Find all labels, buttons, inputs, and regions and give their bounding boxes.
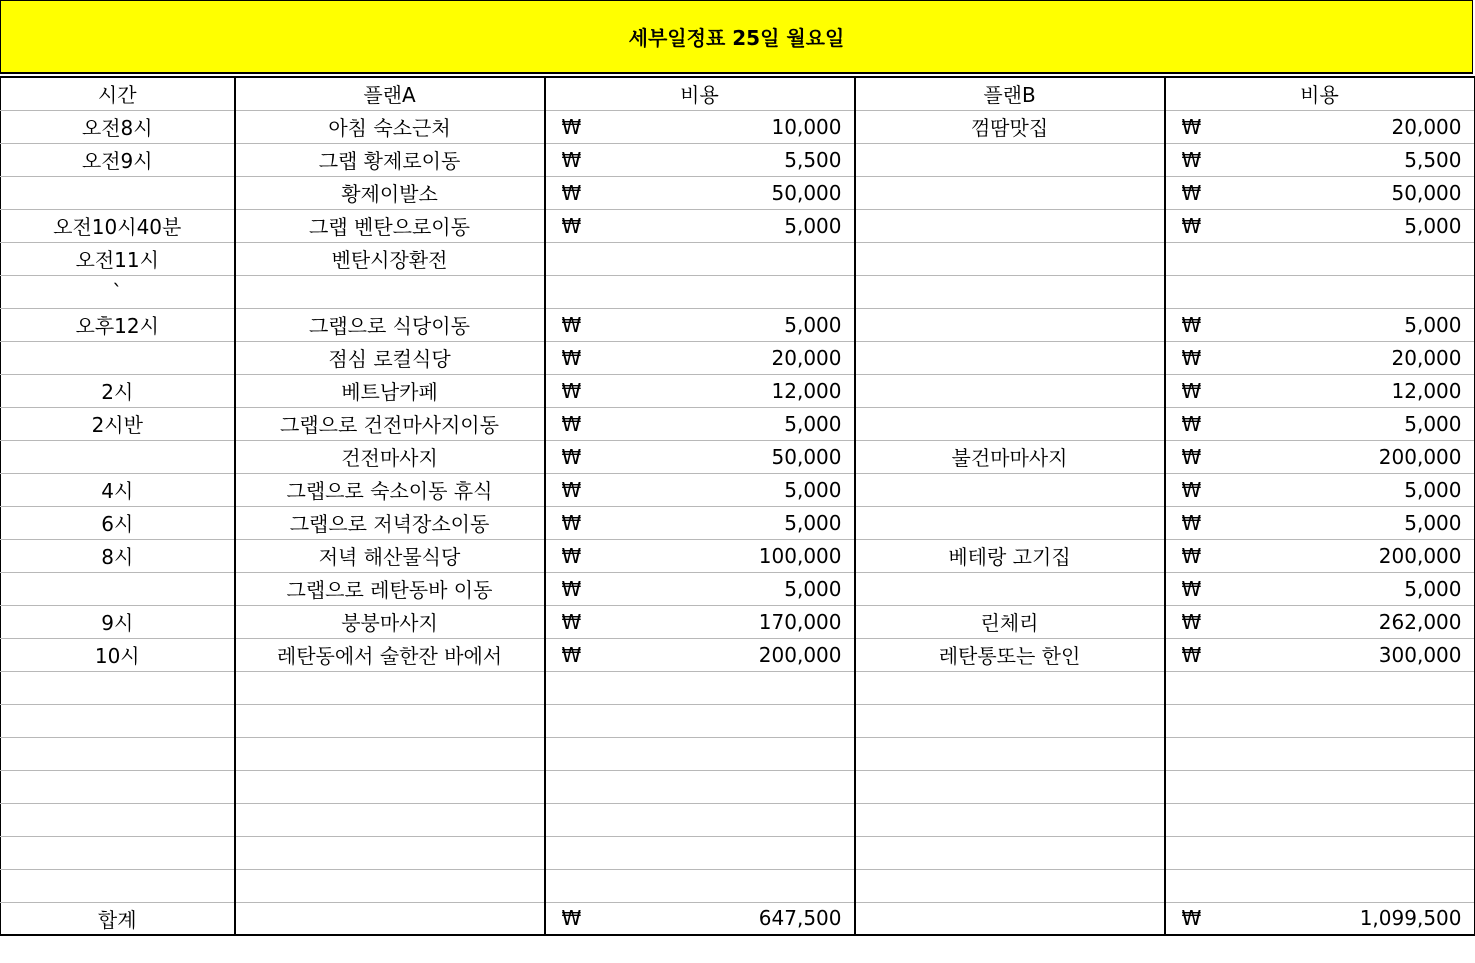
won-symbol: ₩ <box>561 444 582 469</box>
won-symbol: ₩ <box>1181 444 1202 469</box>
cost-b-cell[interactable] <box>1165 671 1475 704</box>
won-symbol: ₩ <box>1181 147 1202 172</box>
cost-amount: 5,000 <box>1404 411 1462 436</box>
time-cell[interactable] <box>1 176 235 209</box>
time-cell[interactable]: 8시 <box>1 539 235 572</box>
cost-a-cell[interactable] <box>545 242 855 275</box>
plan-b-cell[interactable] <box>855 308 1165 341</box>
won-symbol: ₩ <box>561 642 582 667</box>
cost-b-cell[interactable] <box>1165 176 1475 209</box>
cost-amount: 170,000 <box>758 609 842 634</box>
cost-b-cell[interactable] <box>1165 737 1475 770</box>
cost-a-cell[interactable] <box>545 407 855 440</box>
won-symbol: ₩ <box>561 213 582 238</box>
cost-amount: 20,000 <box>771 345 842 370</box>
won-symbol: ₩ <box>561 543 582 568</box>
header-time[interactable]: 시간 <box>1 77 235 110</box>
won-symbol: ₩ <box>1181 510 1202 535</box>
plan-b-cell[interactable] <box>855 275 1165 308</box>
plan-a-cell[interactable]: 레탄동에서 술한잔 바에서 <box>235 638 545 671</box>
plan-b-cell[interactable] <box>855 836 1165 869</box>
header-cost-b[interactable]: 비용 <box>1165 77 1475 110</box>
cost-b-cell[interactable] <box>1165 275 1475 308</box>
plan-a-cell[interactable]: 벤탄시장환전 <box>235 242 545 275</box>
plan-b-cell[interactable] <box>855 407 1165 440</box>
won-symbol: ₩ <box>561 411 582 436</box>
won-symbol: ₩ <box>1181 609 1202 634</box>
cost-b-cell[interactable] <box>1165 770 1475 803</box>
won-symbol: ₩ <box>1181 378 1202 403</box>
won-symbol: ₩ <box>1181 345 1202 370</box>
table-row <box>1 143 1475 176</box>
table-row <box>1 803 1475 836</box>
table-row <box>1 671 1475 704</box>
table-row <box>1 770 1475 803</box>
table-row <box>1 605 1475 638</box>
plan-a-cell[interactable]: 베트남카페 <box>235 374 545 407</box>
plan-a-cell[interactable]: 그랩으로 숙소이동 휴식 <box>235 473 545 506</box>
cost-a-cell[interactable] <box>545 506 855 539</box>
cost-a-cell[interactable] <box>545 341 855 374</box>
cost-amount: 5,000 <box>1404 312 1462 337</box>
cost-a-cell[interactable] <box>545 440 855 473</box>
plan-b-cell[interactable] <box>855 209 1165 242</box>
plan-b-cell[interactable] <box>855 572 1165 605</box>
plan-b-cell[interactable]: 불건마마사지 <box>855 440 1165 473</box>
time-cell[interactable]: 오전8시 <box>1 110 235 143</box>
won-symbol: ₩ <box>561 576 582 601</box>
plan-b-cell[interactable]: 레탄통또는 한인 <box>855 638 1165 671</box>
cost-amount: 20,000 <box>1391 345 1462 370</box>
cost-b-cell[interactable] <box>1165 803 1475 836</box>
cost-a-cell[interactable] <box>545 143 855 176</box>
plan-a-cell[interactable] <box>235 704 545 737</box>
table-row <box>1 176 1475 209</box>
cost-amount: 12,000 <box>1391 378 1462 403</box>
cost-a-cell[interactable] <box>545 737 855 770</box>
won-symbol: ₩ <box>561 906 582 931</box>
cost-b-cell[interactable] <box>1165 209 1475 242</box>
plan-a-cell[interactable]: 그랩으로 레탄동바 이동 <box>235 572 545 605</box>
won-symbol: ₩ <box>1181 180 1202 205</box>
table-row <box>1 374 1475 407</box>
cost-a-cell[interactable] <box>545 605 855 638</box>
time-cell[interactable]: 9시 <box>1 605 235 638</box>
table-row <box>1 407 1475 440</box>
plan-a-cell[interactable]: 황제이발소 <box>235 176 545 209</box>
cost-amount: 5,000 <box>784 411 842 436</box>
cost-b-cell[interactable] <box>1165 143 1475 176</box>
plan-a-cell[interactable]: 건전마사지 <box>235 440 545 473</box>
won-symbol: ₩ <box>561 510 582 535</box>
table-row <box>1 275 1475 308</box>
won-symbol: ₩ <box>1181 411 1202 436</box>
table-row <box>1 539 1475 572</box>
plan-b-cell[interactable] <box>855 506 1165 539</box>
cost-b-cell[interactable] <box>1165 341 1475 374</box>
time-cell[interactable] <box>1 770 235 803</box>
plan-a-cell[interactable]: 그랩으로 식당이동 <box>235 308 545 341</box>
header-plan-b[interactable]: 플랜B <box>855 77 1165 110</box>
cost-a-cell[interactable] <box>545 275 855 308</box>
cost-amount: 1,099,500 <box>1359 906 1462 931</box>
cost-amount: 100,000 <box>758 543 842 568</box>
cost-b-cell[interactable] <box>1165 110 1475 143</box>
plan-b-cell[interactable] <box>855 803 1165 836</box>
cost-a-cell[interactable] <box>545 110 855 143</box>
plan-a-cell[interactable]: 그랩으로 저녁장소이동 <box>235 506 545 539</box>
plan-b-cell[interactable]: 베테랑 고기집 <box>855 539 1165 572</box>
cost-amount: 5,000 <box>784 213 842 238</box>
cost-amount: 50,000 <box>771 444 842 469</box>
cost-a-cell[interactable] <box>545 539 855 572</box>
time-cell[interactable] <box>1 803 235 836</box>
cost-amount: 5,000 <box>784 312 842 337</box>
table-row <box>1 308 1475 341</box>
table-row <box>1 473 1475 506</box>
plan-b-cell[interactable] <box>855 671 1165 704</box>
cost-amount: 5,500 <box>1404 147 1462 172</box>
won-symbol: ₩ <box>1181 543 1202 568</box>
plan-b-cell[interactable] <box>855 737 1165 770</box>
cost-b-cell[interactable] <box>1165 473 1475 506</box>
table-row <box>1 638 1475 671</box>
plan-a-cell[interactable] <box>235 869 545 902</box>
time-cell[interactable] <box>1 836 235 869</box>
won-symbol: ₩ <box>1181 312 1202 337</box>
plan-a-cell[interactable]: 그랩 황제로이동 <box>235 143 545 176</box>
table-row <box>1 737 1475 770</box>
cost-amount: 5,000 <box>784 510 842 535</box>
plan-a-cell[interactable] <box>235 803 545 836</box>
time-cell[interactable] <box>1 572 235 605</box>
cost-amount: 200,000 <box>1378 543 1462 568</box>
plan-b-cell[interactable] <box>855 176 1165 209</box>
cost-a-cell[interactable] <box>545 209 855 242</box>
won-symbol: ₩ <box>1181 213 1202 238</box>
cost-b-cell[interactable] <box>1165 539 1475 572</box>
table-row <box>1 110 1475 143</box>
won-symbol: ₩ <box>1181 114 1202 139</box>
plan-b-cell[interactable] <box>855 869 1165 902</box>
won-symbol: ₩ <box>561 114 582 139</box>
schedule-table <box>0 76 1475 936</box>
won-symbol: ₩ <box>561 345 582 370</box>
time-cell[interactable] <box>1 341 235 374</box>
won-symbol: ₩ <box>1181 477 1202 502</box>
plan-a-cell[interactable]: 붕붕마사지 <box>235 605 545 638</box>
time-cell[interactable]: 4시 <box>1 473 235 506</box>
won-symbol: ₩ <box>561 312 582 337</box>
cost-amount: 5,000 <box>1404 213 1462 238</box>
cost-amount: 5,000 <box>784 477 842 502</box>
time-cell[interactable]: 오후12시 <box>1 308 235 341</box>
total-cost-a[interactable] <box>545 902 855 935</box>
header-cost-a[interactable]: 비용 <box>545 77 855 110</box>
total-cost-b[interactable] <box>1165 902 1475 935</box>
won-symbol: ₩ <box>1181 576 1202 601</box>
cost-amount: 50,000 <box>771 180 842 205</box>
cost-amount: 12,000 <box>771 378 842 403</box>
header-row <box>1 77 1475 110</box>
table-row <box>1 341 1475 374</box>
time-cell[interactable]: 2시 <box>1 374 235 407</box>
cost-b-cell[interactable] <box>1165 869 1475 902</box>
table-row <box>1 242 1475 275</box>
time-cell[interactable] <box>1 704 235 737</box>
cost-b-cell[interactable] <box>1165 704 1475 737</box>
plan-b-cell[interactable] <box>855 770 1165 803</box>
won-symbol: ₩ <box>561 147 582 172</box>
table-row <box>1 572 1475 605</box>
time-cell[interactable] <box>1 671 235 704</box>
won-symbol: ₩ <box>1181 642 1202 667</box>
cost-a-cell[interactable] <box>545 770 855 803</box>
cost-amount: 10,000 <box>771 114 842 139</box>
plan-b-cell[interactable] <box>855 341 1165 374</box>
plan-a-cell[interactable] <box>235 737 545 770</box>
cost-amount: 50,000 <box>1391 180 1462 205</box>
time-cell[interactable]: 오전10시40분 <box>1 209 235 242</box>
plan-a-cell[interactable] <box>235 770 545 803</box>
table-row <box>1 506 1475 539</box>
cost-amount: 5,500 <box>784 147 842 172</box>
cost-amount: 262,000 <box>1378 609 1462 634</box>
won-symbol: ₩ <box>561 378 582 403</box>
total-plan-a-cell[interactable] <box>235 902 545 935</box>
plan-a-cell[interactable]: 점심 로컬식당 <box>235 341 545 374</box>
time-cell[interactable]: ` <box>1 275 235 308</box>
cost-amount: 20,000 <box>1391 114 1462 139</box>
won-symbol: ₩ <box>1181 906 1202 931</box>
plan-a-cell[interactable] <box>235 671 545 704</box>
total-label[interactable]: 합계 <box>1 902 235 935</box>
cost-amount: 5,000 <box>1404 576 1462 601</box>
plan-b-cell[interactable] <box>855 704 1165 737</box>
plan-b-cell[interactable] <box>855 143 1165 176</box>
time-cell[interactable]: 오전9시 <box>1 143 235 176</box>
cost-b-cell[interactable] <box>1165 407 1475 440</box>
plan-a-cell[interactable]: 저녁 해산물식당 <box>235 539 545 572</box>
cost-b-cell[interactable] <box>1165 638 1475 671</box>
cost-b-cell[interactable] <box>1165 506 1475 539</box>
plan-b-cell[interactable] <box>855 374 1165 407</box>
cost-a-cell[interactable] <box>545 704 855 737</box>
cost-a-cell[interactable] <box>545 803 855 836</box>
cost-b-cell[interactable] <box>1165 374 1475 407</box>
time-cell[interactable]: 2시반 <box>1 407 235 440</box>
cost-a-cell[interactable] <box>545 572 855 605</box>
cost-a-cell[interactable] <box>545 473 855 506</box>
cost-a-cell[interactable] <box>545 374 855 407</box>
time-cell[interactable] <box>1 737 235 770</box>
cost-b-cell[interactable] <box>1165 572 1475 605</box>
cost-a-cell[interactable] <box>545 308 855 341</box>
plan-a-cell[interactable]: 아침 숙소근처 <box>235 110 545 143</box>
table-row <box>1 209 1475 242</box>
time-cell[interactable]: 오전11시 <box>1 242 235 275</box>
table-row <box>1 869 1475 902</box>
won-symbol: ₩ <box>561 477 582 502</box>
sheet-title[interactable]: 세부일정표 25일 월요일 <box>0 0 1473 74</box>
cost-b-cell[interactable] <box>1165 605 1475 638</box>
cost-a-cell[interactable] <box>545 836 855 869</box>
plan-a-cell[interactable]: 그랩 벤탄으로이동 <box>235 209 545 242</box>
time-cell[interactable]: 10시 <box>1 638 235 671</box>
plan-a-cell[interactable] <box>235 836 545 869</box>
cost-amount: 200,000 <box>1378 444 1462 469</box>
table-row <box>1 704 1475 737</box>
table-row <box>1 440 1475 473</box>
cost-b-cell[interactable] <box>1165 836 1475 869</box>
plan-b-cell[interactable] <box>855 242 1165 275</box>
cost-b-cell[interactable] <box>1165 308 1475 341</box>
won-symbol: ₩ <box>561 180 582 205</box>
plan-b-cell[interactable]: 린체리 <box>855 605 1165 638</box>
table-row <box>1 836 1475 869</box>
cost-a-cell[interactable] <box>545 869 855 902</box>
cost-amount: 5,000 <box>1404 477 1462 502</box>
plan-a-cell[interactable]: 그랩으로 건전마사지이동 <box>235 407 545 440</box>
time-cell[interactable] <box>1 869 235 902</box>
won-symbol: ₩ <box>561 609 582 634</box>
total-plan-b-cell[interactable] <box>855 902 1165 935</box>
header-plan-a[interactable]: 플랜A <box>235 77 545 110</box>
cost-amount: 5,000 <box>784 576 842 601</box>
cost-a-cell[interactable] <box>545 671 855 704</box>
cost-amount: 200,000 <box>758 642 842 667</box>
cost-amount: 300,000 <box>1378 642 1462 667</box>
cost-amount: 647,500 <box>758 906 842 931</box>
cost-b-cell[interactable] <box>1165 242 1475 275</box>
plan-b-cell[interactable] <box>855 473 1165 506</box>
time-cell[interactable]: 6시 <box>1 506 235 539</box>
plan-b-cell[interactable]: 껌땀맛집 <box>855 110 1165 143</box>
total-row <box>1 902 1475 935</box>
cost-a-cell[interactable] <box>545 638 855 671</box>
cost-a-cell[interactable] <box>545 176 855 209</box>
plan-a-cell[interactable] <box>235 275 545 308</box>
cost-b-cell[interactable] <box>1165 440 1475 473</box>
cost-amount: 5,000 <box>1404 510 1462 535</box>
time-cell[interactable] <box>1 440 235 473</box>
